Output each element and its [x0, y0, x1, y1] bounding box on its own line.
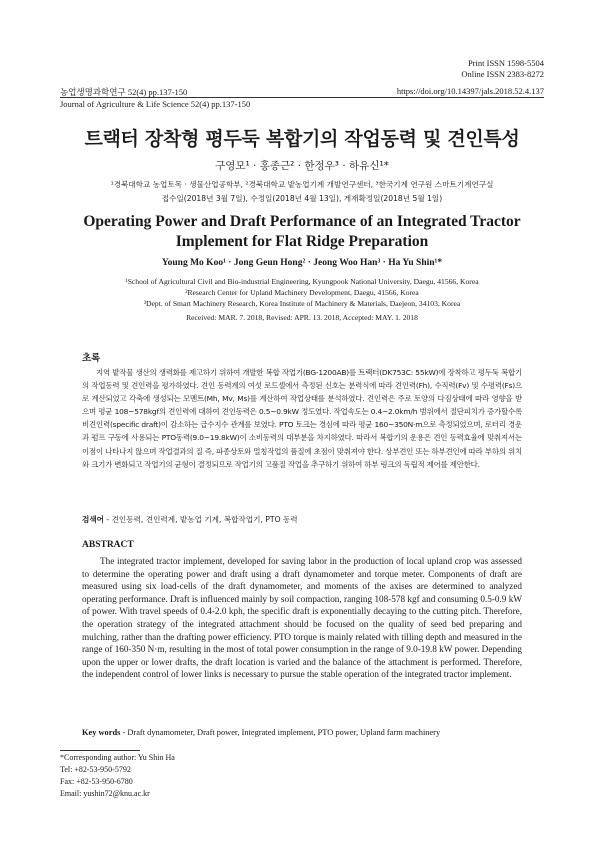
- keywords-ko: [82, 514, 522, 525]
- keywords-en: [82, 728, 522, 737]
- email-link[interactable]: Email: yushin72@knu.ac.kr: [60, 789, 150, 798]
- abstract-en-heading: ABSTRACT: [82, 540, 134, 550]
- fax: Fax: +82-53-950-6780: [60, 777, 133, 786]
- issn-block: [461, 58, 544, 80]
- tel: Tel: +82-53-950-5792: [60, 765, 131, 774]
- affiliation-line: ¹School of Agricultural Civil and Bio-industrial Engineering, Kyungpook National University, Daegu, 41566, Korea: [125, 277, 479, 286]
- keywords-ko-label: 검색어: [82, 515, 105, 524]
- header-rule: [60, 97, 544, 98]
- dates-en: Received: MAR. 7. 2018, Revised: APR. 13. 2018, Accepted: MAY. 1. 2018: [186, 313, 418, 322]
- doi-link[interactable]: https://doi.org/10.14397/jals.2018.52.4.137: [396, 86, 544, 96]
- online-issn: Online ISSN 2383-8272: [461, 69, 544, 79]
- affiliation-line: 접수일(2018년 3월 7일), 수정일(2018년 4월 13일), 게재확정일(2018년 5월 1일): [161, 194, 443, 203]
- print-issn: Print ISSN 1598-5504: [467, 58, 544, 68]
- authors-ko: 구영모¹ · 홍종근² · 한정우³ · 하유신¹*: [215, 160, 389, 172]
- journal-en: Journal of Agriculture & Life Science 52(4) pp.137-150: [60, 99, 251, 109]
- footnote: [60, 752, 175, 800]
- affiliation-line: ²Research Center for Upland Machinery Development, Daegu, 41566, Korea: [185, 288, 419, 297]
- keywords-en-label: Key words: [82, 728, 121, 737]
- affiliation-line: ¹경북대학교 농업토목 · 생물산업공학부, ²경북대학교 밭농업기계 개발연구센터, ³한국기계 연구원 스마트기계연구실: [110, 180, 494, 189]
- title-ko: 트랙터 장착형 평두둑 복합기의 작업동력 및 견인특성: [84, 128, 520, 150]
- abstract-ko: 지역 밭작물 생산의 생력화를 제고하기 위하여 개발한 복합 작업기(BG-1200AB)를 트랙터(DK753C: 55kW)에 장착하고 평두둑 복합기의 작업동력 및 견인력을 평가하였다. 견인 동력계의 여섯 로드셀에서 측정된 신호는 분력식에 따라 견인력(Fh), 수직력(Fv) 및 수평력(Fs)으로 계산되었고 각축에 생성되는 모멘트(Mh, Mv, Ms)를 계산하여 작업상태를 분석하였다. 견인력은 주로 토양의 다짐상태에 따라 영향을 받으며 평균 108~578kgf의 견인력에 대하여 견인동력은 0.5~0.9kW 정도였다. 작업속도는 0.4~2.0km/h 범위에서 절단피치가 증가할수록 비견인력(specific draft)이 감소하는 급수지수 관계를 보였다. PTO 토크는 경심에 따라 평균 160~350N·m으로 측정되었으며, 로터리 경운과 펌프 구동에 사용되는 PTO동력(9.0~19.8kW)이 소비동력의 대부분을 차지하였다. 따라서 복합기의 운용은 견인 동력효율에 맞춰져서는 이점이 나타나지 않으며 작업결과의 질 즉, 파종상토와 멀칭작업의 품질에 초점이 맞춰져야 한다. 상부견인 또는 하부견인에 따라 부하의 위치와 크기가 변화되고 작업기의 균형이 결정되므로 작업기의 고품질 작업을 추구하기 위하여 하부 링크의 독립적 제어를 제안한다.: [82, 368, 522, 469]
- title-en: Operating Power and Draft Performance of an Integrated Tractor Implement for Flat Ridge Preparation: [83, 213, 521, 250]
- affiliations-en: [60, 276, 544, 309]
- affiliation-line: ³Dept. of Smart Machinery Research, Korea Institute of Machinery & Materials, Daejeon, 34103, Korea: [143, 299, 461, 308]
- journal-ko: 농업생명과학연구 52(4) pp.137-150: [60, 87, 188, 97]
- keywords-en-text: - Draft dynamometer, Draft power, Integrated implement, PTO power, Upland farm machinery: [120, 728, 441, 737]
- affiliations-ko: [60, 178, 544, 206]
- abstract-ko-heading: 초록: [82, 353, 101, 364]
- abstract-en: The integrated tractor implement, developed for saving labor in the production of local upland crop was assessed to determine the operating power and draft using a draft dynamometer and torque meter. Components of draft are measured using six load-cells of the draft dynamometer, and moments of the axises are determined to analyzed operating performance. Draft is influenced mainly by soil compaction, ranging 108-578 kgf and consuming 0.5-0.9 kW of power. With travel speeds of 0.4-2.0 kph, the specific draft is exponentially decaying to the cutting pitch. Therefore, the operation strategy of the integrated attachment should be focused on the quality of seed bed preparing and mulching, rather than the drafting power efficiency. PTO torque is mainly related with tilling depth and measured in the range of 160-350 N·m, resulting in the most of total power consumption in the range of 9.0-19.8 kW power. Depending upon the upper or lower drafts, the draft location is varied and the balance of the attachment is performed. Therefore, the independent control of lower links is necessary to pursue the stable operation of the integrated tractor implement.: [82, 556, 522, 680]
- footnote-rule: [60, 750, 140, 751]
- keywords-ko-text: - 견인동력, 견인력계, 밭농업 기계, 복합작업기, PTO 동력: [104, 515, 298, 524]
- corresponding-author: *Corresponding author: Yu Shin Ha: [60, 753, 175, 762]
- authors-en: Young Mo Koo¹ · Jong Geun Hong² · Jeong Woo Han³ · Ha Yu Shin¹*: [161, 258, 443, 268]
